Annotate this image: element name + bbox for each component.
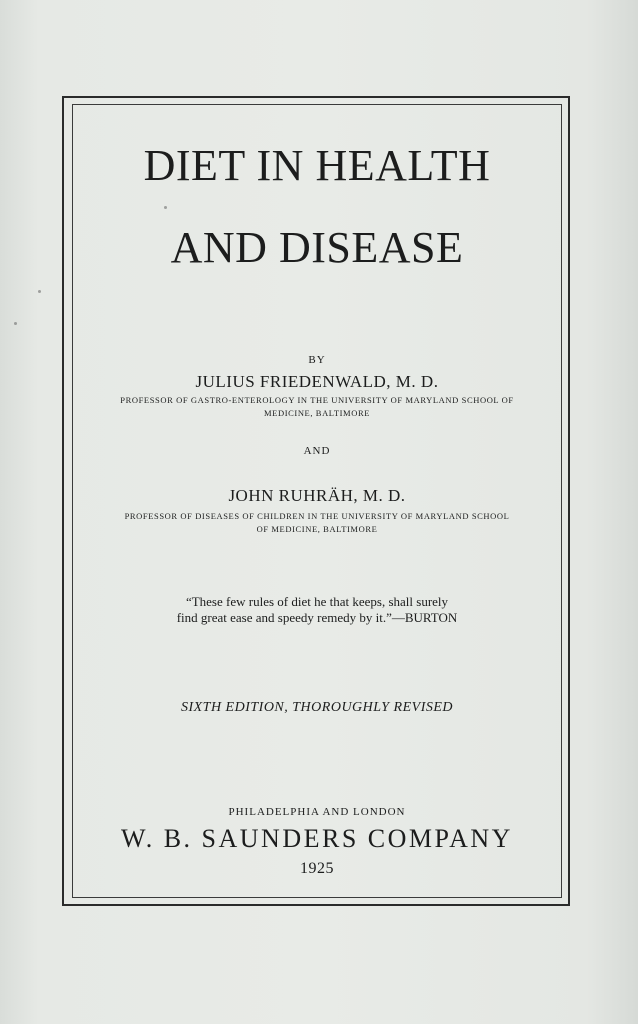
- paper-speck: [14, 322, 17, 325]
- affiliation-1-line-2: MEDICINE, BALTIMORE: [264, 408, 370, 418]
- by-label: BY: [308, 354, 326, 366]
- imprint-year: 1925: [300, 860, 334, 877]
- edition-statement: SIXTH EDITION, THOROUGHLY REVISED: [180, 700, 454, 715]
- title-line-2: AND DISEASE: [170, 223, 464, 272]
- affiliation-1-line-1: PROFESSOR OF GASTRO-ENTEROLOGY IN THE UNIVERSITY OF MARYLAND SCHOOL OF: [120, 395, 514, 405]
- paper-speck: [164, 206, 167, 209]
- and-label: AND: [303, 445, 331, 457]
- epigraph-quote: [72, 594, 562, 626]
- quote-line-2: find great ease and speedy remedy by it.”—BURTON: [176, 610, 458, 625]
- affiliation-2-line-2: OF MEDICINE, BALTIMORE: [256, 524, 378, 534]
- author-name-1: JULIUS FRIEDENWALD, M. D.: [195, 372, 439, 391]
- imprint-place: PHILADELPHIA AND LONDON: [228, 806, 406, 818]
- title-line-1: DIET IN HEALTH: [143, 141, 491, 190]
- paper-speck: [38, 290, 41, 293]
- author-affiliation-2: [72, 510, 562, 536]
- author-name-2: JOHN RUHRÄH, M. D.: [228, 486, 406, 505]
- author-affiliation-1: [72, 394, 562, 420]
- affiliation-2-line-1: PROFESSOR OF DISEASES OF CHILDREN IN THE UNIVERSITY OF MARYLAND SCHOOL: [124, 511, 510, 521]
- imprint-publisher: W. B. SAUNDERS COMPANY: [121, 824, 513, 853]
- quote-line-1: “These few rules of diet he that keeps, shall surely: [185, 594, 449, 609]
